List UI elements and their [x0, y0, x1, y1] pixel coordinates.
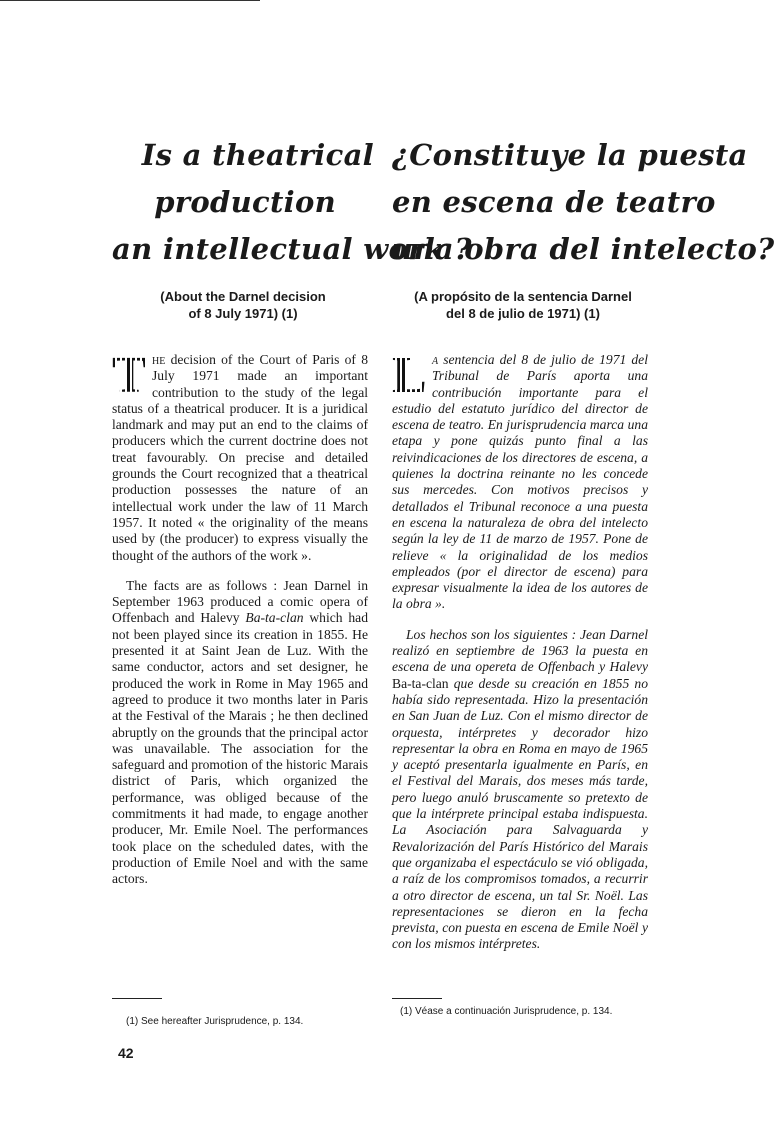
spanish-footnote-rule — [392, 998, 442, 999]
spanish-paragraph-2-text-a: Los hechos son los siguientes : Jean Darnel realizó en septiembre de 1963 la puesta en escena de una opereta de Offenbach y Halevy — [392, 626, 648, 675]
spanish-body — [392, 347, 648, 953]
english-body — [112, 347, 368, 888]
english-footnote-rule — [112, 998, 162, 999]
spanish-paragraph-1 — [392, 347, 648, 613]
english-title-line-1: Is a theatrical — [141, 138, 374, 172]
spanish-title — [392, 132, 774, 273]
spanish-title-line-2: en escena de teatro — [392, 185, 716, 219]
spanish-subtitle — [392, 288, 654, 322]
spanish-subtitle-line-1: (A propósito de la sentencia Darnel — [414, 289, 632, 304]
spanish-title-line-1: ¿Constituye la puesta — [392, 138, 748, 172]
spanish-paragraph-2-text-b: que desde su creación en 1855 no había sido representada. Hizo la presentación en San Juan de Luz. Con el mismo director de orquesta, intérpretes y decorador hizo representar la obra en Roma en mayo de 1965 y aceptó presentarla igualmente en París, en el Festival del Marais, dos meses más tarde, pero luego anuló bruscamente so pretexto de que la intérprete principal estaba indispuesta. La Asociación para Salvaguarda y Revalorización del París Histórico del Marais que organizaba el espectáculo se vió obligada, a raíz de los compromisos tomados, a recurrir a otro director de escena, un tal Sr. Noël. Las representaciones se dieron en la fecha prevista, con puesta en escena de Emile Noël y con los mismos intérpretes. — [392, 675, 648, 952]
english-title — [112, 132, 472, 273]
spanish-paragraph-2 — [392, 627, 648, 953]
english-subtitle — [112, 288, 374, 322]
english-operetta-title: Ba-ta-clan — [245, 610, 304, 626]
spanish-operetta-title: Ba-ta-clan — [392, 675, 449, 691]
english-dropcap: T — [112, 347, 147, 404]
english-lead-word: he — [152, 352, 166, 367]
spanish-footnote: (1) Véase a continuación Jurisprudence, p. 134. — [400, 1006, 613, 1017]
english-footnote: (1) See hereafter Jurisprudence, p. 134. — [126, 1016, 304, 1027]
spanish-dropcap: L — [392, 347, 427, 404]
english-paragraph-1 — [112, 347, 368, 564]
spanish-subtitle-line-2: del 8 de julio de 1971) (1) — [446, 306, 600, 321]
english-paragraph-2-text-a: The facts are as follows : Jean Darnel in September 1963 produced a comic opera of Offenbach and Halevy — [112, 577, 368, 626]
spanish-lead-word: a — [432, 352, 439, 367]
top-rule — [0, 0, 260, 1]
english-title-line-3: an intellectual work ? — [112, 232, 472, 266]
english-paragraph-2-text-b: which had not been played since its creation in 1855. He presented it at Saint Jean de Luz. With the same conductor, actors and set designer, he produced the work in Rome in May 1965 and agreed to produce it two months later in Paris at the Festival of the Marais ; he then declined abruptly on the grounds that the principal actor was unavailable. The association for the safeguard and promotion of the historic Marais district of Paris, which organized the performance, was obliged because of the commitments it had made, to engage another producer, Mr. Emile Noel. The performances took place on the scheduled dates, with the production of Emile Noel and with the same actors. — [112, 610, 368, 887]
english-subtitle-line-2: of 8 July 1971) (1) — [188, 306, 298, 321]
page-number: 42 — [118, 1045, 134, 1061]
english-paragraph-1-text: decision of the Court of Paris of 8 July 1971 made an important contribution to the study of the legal status of a theatrical producer. It is a juridical landmark and may put an end to the claims of producers which the current doctrine does not treat favourably. On precise and detailed grounds the Court recognized that a theatrical production possesses the nature of an intellectual work under the law of 11 March 1957. It noted « the originality of the means used by (the producer) to express visually the thought of the authors of the work ». — [112, 352, 368, 563]
spanish-title-line-3: una obra del intelecto? — [392, 232, 774, 266]
english-paragraph-2 — [112, 578, 368, 888]
english-subtitle-line-1: (About the Darnel decision — [160, 289, 326, 304]
english-title-line-2: production — [154, 185, 336, 219]
spanish-paragraph-1-text: sentencia del 8 de julio de 1971 del Tribunal de París aporta una contribución importante para el estudio del estatuto jurídico del director de escena de teatro. En jurisprudencia marca una etapa y pone quizás punto final a las reivindicaciones de los directores de escena, a quienes la doctrina reinante no les concede sus mercedes. Con motivos precisos y detallados el Tribunal reconoce a una puesta en escena la naturaleza de obra del intelecto según la ley de 11 de marzo de 1957. Pone de relieve « la originalidad de los medios empleados (por el director de escena) para expresar visualmente la idea de los autores de la obra ». — [392, 352, 648, 612]
